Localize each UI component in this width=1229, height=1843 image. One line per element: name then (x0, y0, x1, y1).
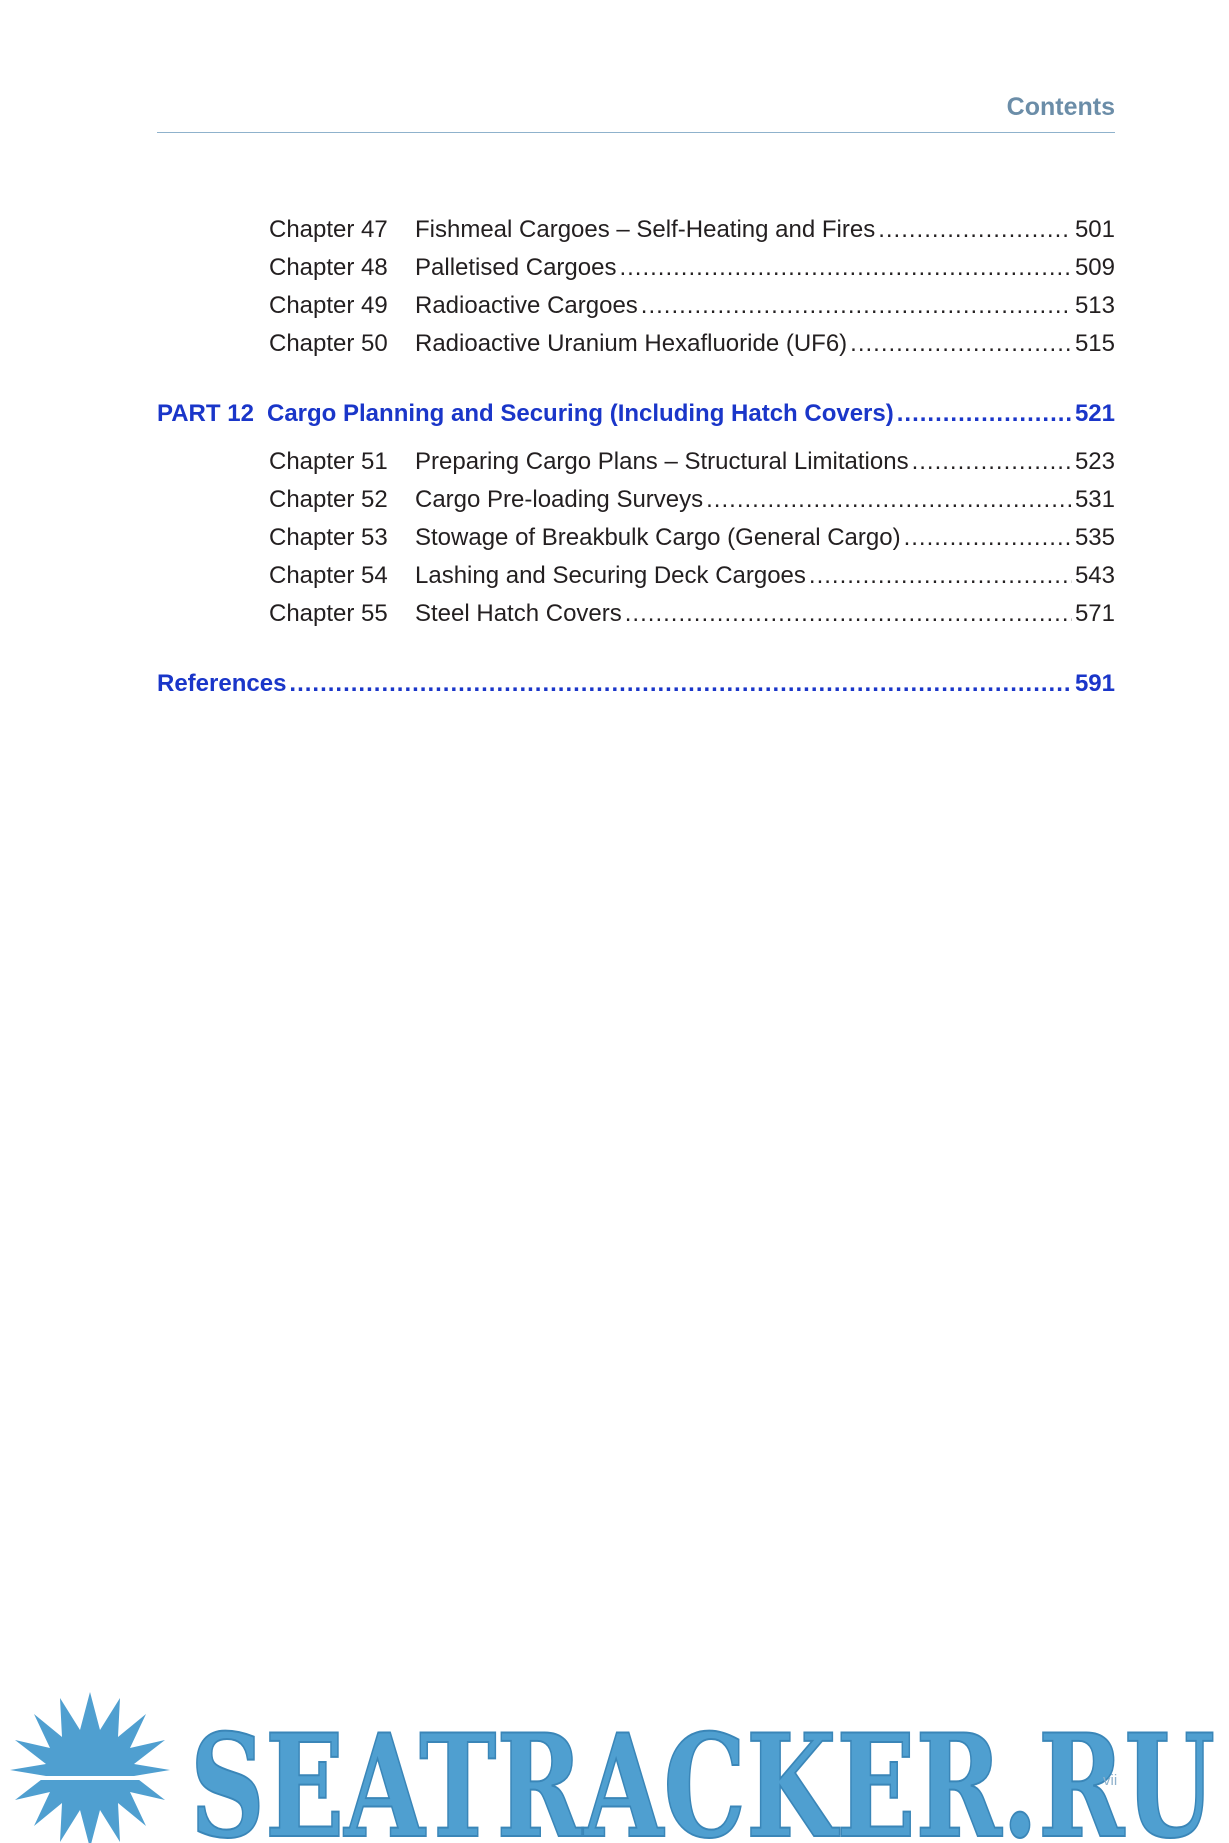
chapter-title: Preparing Cargo Plans – Structural Limitations (415, 448, 909, 475)
chapter-title: Radioactive Cargoes (415, 292, 638, 319)
toc-entry[interactable] (157, 596, 1115, 632)
dot-leader (625, 596, 1072, 632)
page-number: 531 (1074, 486, 1115, 513)
toc-part-entry[interactable] (157, 396, 1115, 432)
dot-leader (289, 666, 1072, 702)
part-number: PART 12 (157, 400, 254, 427)
toc-entry[interactable] (157, 558, 1115, 594)
toc-entry[interactable] (157, 482, 1115, 518)
toc-entry[interactable] (157, 250, 1115, 286)
chapter-title: Palletised Cargoes (415, 254, 617, 281)
dot-leader (878, 212, 1072, 248)
page-number-footer: vii (1103, 1772, 1118, 1789)
chapter-number: Chapter 47 (269, 216, 388, 243)
page-number: 523 (1074, 448, 1115, 475)
page-number: 535 (1074, 524, 1115, 551)
running-header: Contents (1006, 93, 1115, 121)
header-rule (157, 132, 1115, 133)
dot-leader (809, 558, 1072, 594)
toc-entry[interactable] (157, 326, 1115, 362)
chapter-title: Stowage of Breakbulk Cargo (General Cargo) (415, 524, 901, 551)
watermark (0, 1660, 1229, 1843)
chapter-number: Chapter 55 (269, 600, 388, 627)
chapter-number: Chapter 53 (269, 524, 388, 551)
toc-entry[interactable] (157, 520, 1115, 556)
sunburst-icon (10, 1692, 170, 1843)
page-number: 543 (1074, 562, 1115, 589)
chapter-title: Lashing and Securing Deck Cargoes (415, 562, 806, 589)
page-number: 509 (1074, 254, 1115, 281)
chapter-number: Chapter 54 (269, 562, 388, 589)
chapter-title: Cargo Pre-loading Surveys (415, 486, 704, 513)
chapter-number: Chapter 51 (269, 448, 388, 475)
chapter-number: Chapter 50 (269, 330, 388, 357)
toc-entry[interactable] (157, 288, 1115, 324)
chapter-title: Radioactive Uranium Hexafluoride (UF6) (415, 330, 848, 357)
references-title: References (157, 670, 287, 697)
chapter-number: Chapter 49 (269, 292, 388, 319)
dot-leader (619, 250, 1072, 286)
dot-leader (706, 482, 1072, 518)
chapter-number: Chapter 48 (269, 254, 388, 281)
page-number: 515 (1074, 330, 1115, 357)
chapter-number: Chapter 52 (269, 486, 388, 513)
dot-leader (912, 444, 1072, 480)
page-number: 501 (1074, 216, 1115, 243)
chapter-title: Steel Hatch Covers (415, 600, 622, 627)
page-number: 521 (1074, 400, 1115, 427)
chapter-title: Fishmeal Cargoes – Self-Heating and Fires (415, 216, 876, 243)
dot-leader (904, 520, 1072, 556)
page-number: 513 (1074, 292, 1115, 319)
page-number: 571 (1074, 600, 1115, 627)
toc-references-entry[interactable] (157, 666, 1115, 702)
watermark-text: SEATRACKER.RU (190, 1704, 1215, 1843)
dot-leader (850, 326, 1072, 362)
dot-leader (641, 288, 1072, 324)
toc-entry[interactable] (157, 444, 1115, 480)
page-number: 591 (1074, 670, 1115, 697)
toc-entry[interactable] (157, 212, 1115, 248)
part-title: Cargo Planning and Securing (Including Hatch Covers) (267, 400, 894, 427)
dot-leader (897, 396, 1072, 432)
